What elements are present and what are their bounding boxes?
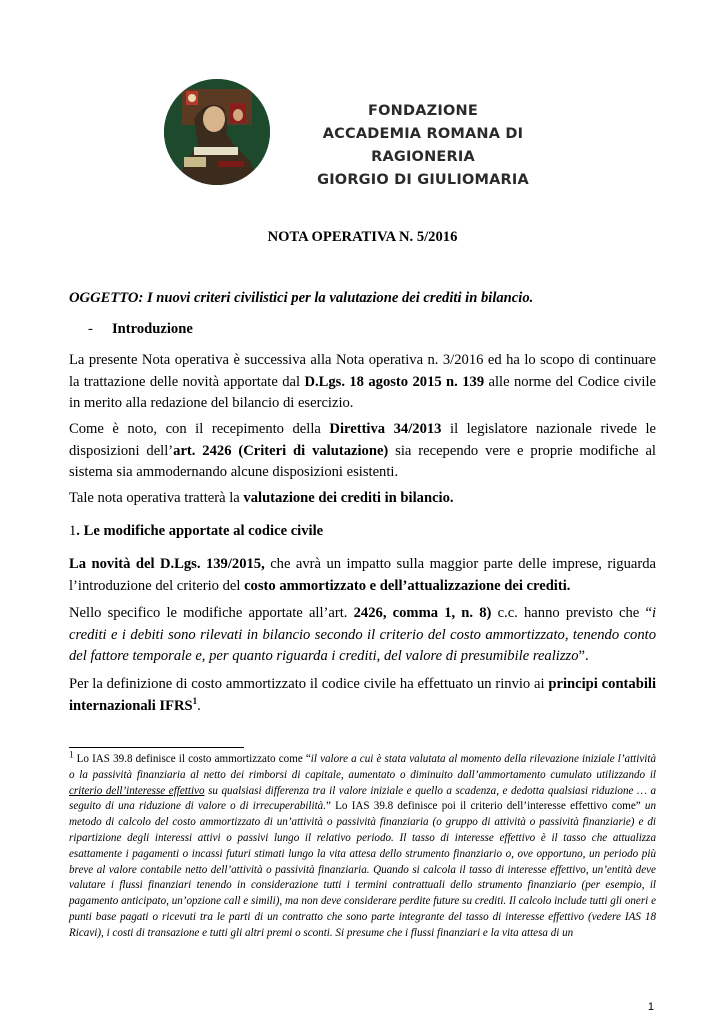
footnote-underlined-term: criterio dell’interesse effettivo (69, 784, 205, 797)
p4-text-b: che avrà un impatto sulla maggior parte delle imprese, riguarda l’introduzione del criterio del (69, 556, 657, 594)
section-1-number: 1 (69, 523, 77, 539)
logo-medallion (164, 79, 270, 185)
p5-bold-ref: 2426, comma 1, n. 8) (353, 605, 492, 621)
logo-line-3: GIORGIO DI GIULIOMARIA (317, 172, 529, 188)
p3-bold: valutazione dei crediti in bilancio. (243, 490, 454, 506)
portrait-icon (164, 79, 270, 185)
logo-line-1: FONDAZIONE (368, 103, 478, 119)
paragraph-2 (69, 419, 656, 484)
p6-bold-ifrs: principi contabili internazionali IFRS (69, 676, 656, 714)
footnote-italic-f: un metodo di calcolo del costo ammortizzato di un’attività o passività finanziaria (o gruppo di attività o passività finanziarie) e di ripartizione degli interessi attivi o passivi lungo il relativo periodo. Il tasso di interesse effettivo è il tasso che attualizza esattamente i pagamenti o incassi futuri stimati lungo la vita attesa dello strumento finanziario o, ove opportuno, un periodo più breve al valore contabile netto dell’attività o passività finanziaria. Quando si calcola il tasso di interesse effettivo, un’entità deve valutare i flussi finanziari tenendo in considerazione tutti i termini contrattuali dello strumento finanziario (per esempio, il pagamento anticipato, un’opzione call e simili), ma non deve considerare perdite future su crediti. Il calcolo include tutti gli oneri e punti base pagati o ricevuti tra le parti di un contratto che sono parte integrante del tasso di interesse effettivo (vedere IAS 18 Ricavi), i costi di transazione e tutti gli altri premi o sconti. Si presume che i flussi finanziari e la vita attesa di un (69, 800, 656, 939)
p2-bold-article: art. 2426 (Criteri di valutazione) (173, 442, 389, 459)
p4-bold-c: costo ammortizzato e dell’attualizzazione dei crediti. (244, 577, 571, 594)
subject-line: OGGETTO: I nuovi criteri civilistici per la valutazione dei crediti in bilancio. (69, 290, 534, 306)
intro-heading (88, 321, 193, 338)
footnote-text-e: ” Lo IAS 39.8 definisce poi il criterio dell’interesse effettivo come” (326, 800, 645, 813)
p4-bold-a: La novità del D.Lgs. 139/2015, (69, 556, 265, 572)
p5-text-c: c.c. hanno previsto che “ (491, 605, 652, 621)
p1-text-c: alle norme del Codice civile in merito alla redazione del bilancio di esercizio. (69, 373, 657, 411)
document-title: NOTA OPERATIVA N. 5/2016 (267, 229, 458, 245)
p1-text-a: La presente Nota operativa è successiva alla Nota operativa n. 3/2016 ed ha lo scopo di continuare la trattazione delle novità apportate dal (69, 352, 656, 390)
p3-text-a: Tale nota operativa tratterà la (69, 490, 244, 506)
p5-text-e: ”. (578, 648, 589, 664)
paragraph-4 (69, 554, 656, 597)
p2-text-a: Come è noto, con il recepimento della (69, 421, 330, 437)
paragraph-6 (69, 674, 656, 717)
footnote-separator (69, 747, 244, 748)
p6-text-a: Per la definizione di costo ammortizzato il codice civile ha effettuato un rinvio ai (69, 676, 549, 692)
footnote-1 (69, 749, 656, 942)
section-1-heading (69, 521, 656, 543)
footnote-number: 1 (69, 749, 74, 760)
section-1-title: . Le modifiche apportate al codice civile (76, 523, 324, 539)
footnote-text-a: Lo IAS 39.8 definisce il costo ammortizzato come “ (73, 753, 311, 765)
p2-text-c: il legislatore nazionale rivede le disposizioni dell’ (69, 421, 656, 459)
intro-dash: - (88, 321, 93, 337)
footnote-italic-d: su qualsiasi differenza tra il valore iniziale e quello a scadenza, e dedotta qualsiasi riduzione … a seguito di una riduzione di valore o di irrecuperabilità. (69, 784, 656, 813)
logo-line-2: ACCADEMIA ROMANA DI RAGIONERIA (322, 126, 524, 165)
paragraph-1 (69, 350, 656, 415)
p2-text-e: sia recependo vere e proprie modifiche al sistema sia ammodernando alcune disposizioni esistenti. (69, 442, 656, 480)
footnote-italic-b: il valore a cui è stata valutata al momento della rilevazione iniziale l’attività o la passività finanziaria al netto dei rimborsi di capitale, aumentato o diminuito dall’ammortamento cumulato utilizzando il (69, 753, 656, 781)
p5-text-a: Nello specifico le modifiche apportate all’art. (69, 605, 354, 621)
intro-label: Introduzione (112, 321, 193, 337)
footnote-ref[interactable]: 1 (192, 695, 198, 706)
header (164, 76, 564, 188)
logo-text (278, 100, 568, 192)
page-number: 1 (647, 1001, 654, 1013)
p6-text-c: . (197, 697, 201, 714)
paragraph-3 (69, 488, 656, 510)
paragraph-5 (69, 603, 656, 668)
p1-bold-law: D.Lgs. 18 agosto 2015 n. 139 (304, 373, 485, 390)
p2-bold-directive: Direttiva 34/2013 (329, 421, 442, 437)
p5-quote: i crediti e i debiti sono rilevati in bilancio secondo il criterio del costo ammortizzato, tenendo conto del fattore temporale e, per quanto riguarda i crediti, del valore di presumibile realizzo (69, 605, 656, 664)
